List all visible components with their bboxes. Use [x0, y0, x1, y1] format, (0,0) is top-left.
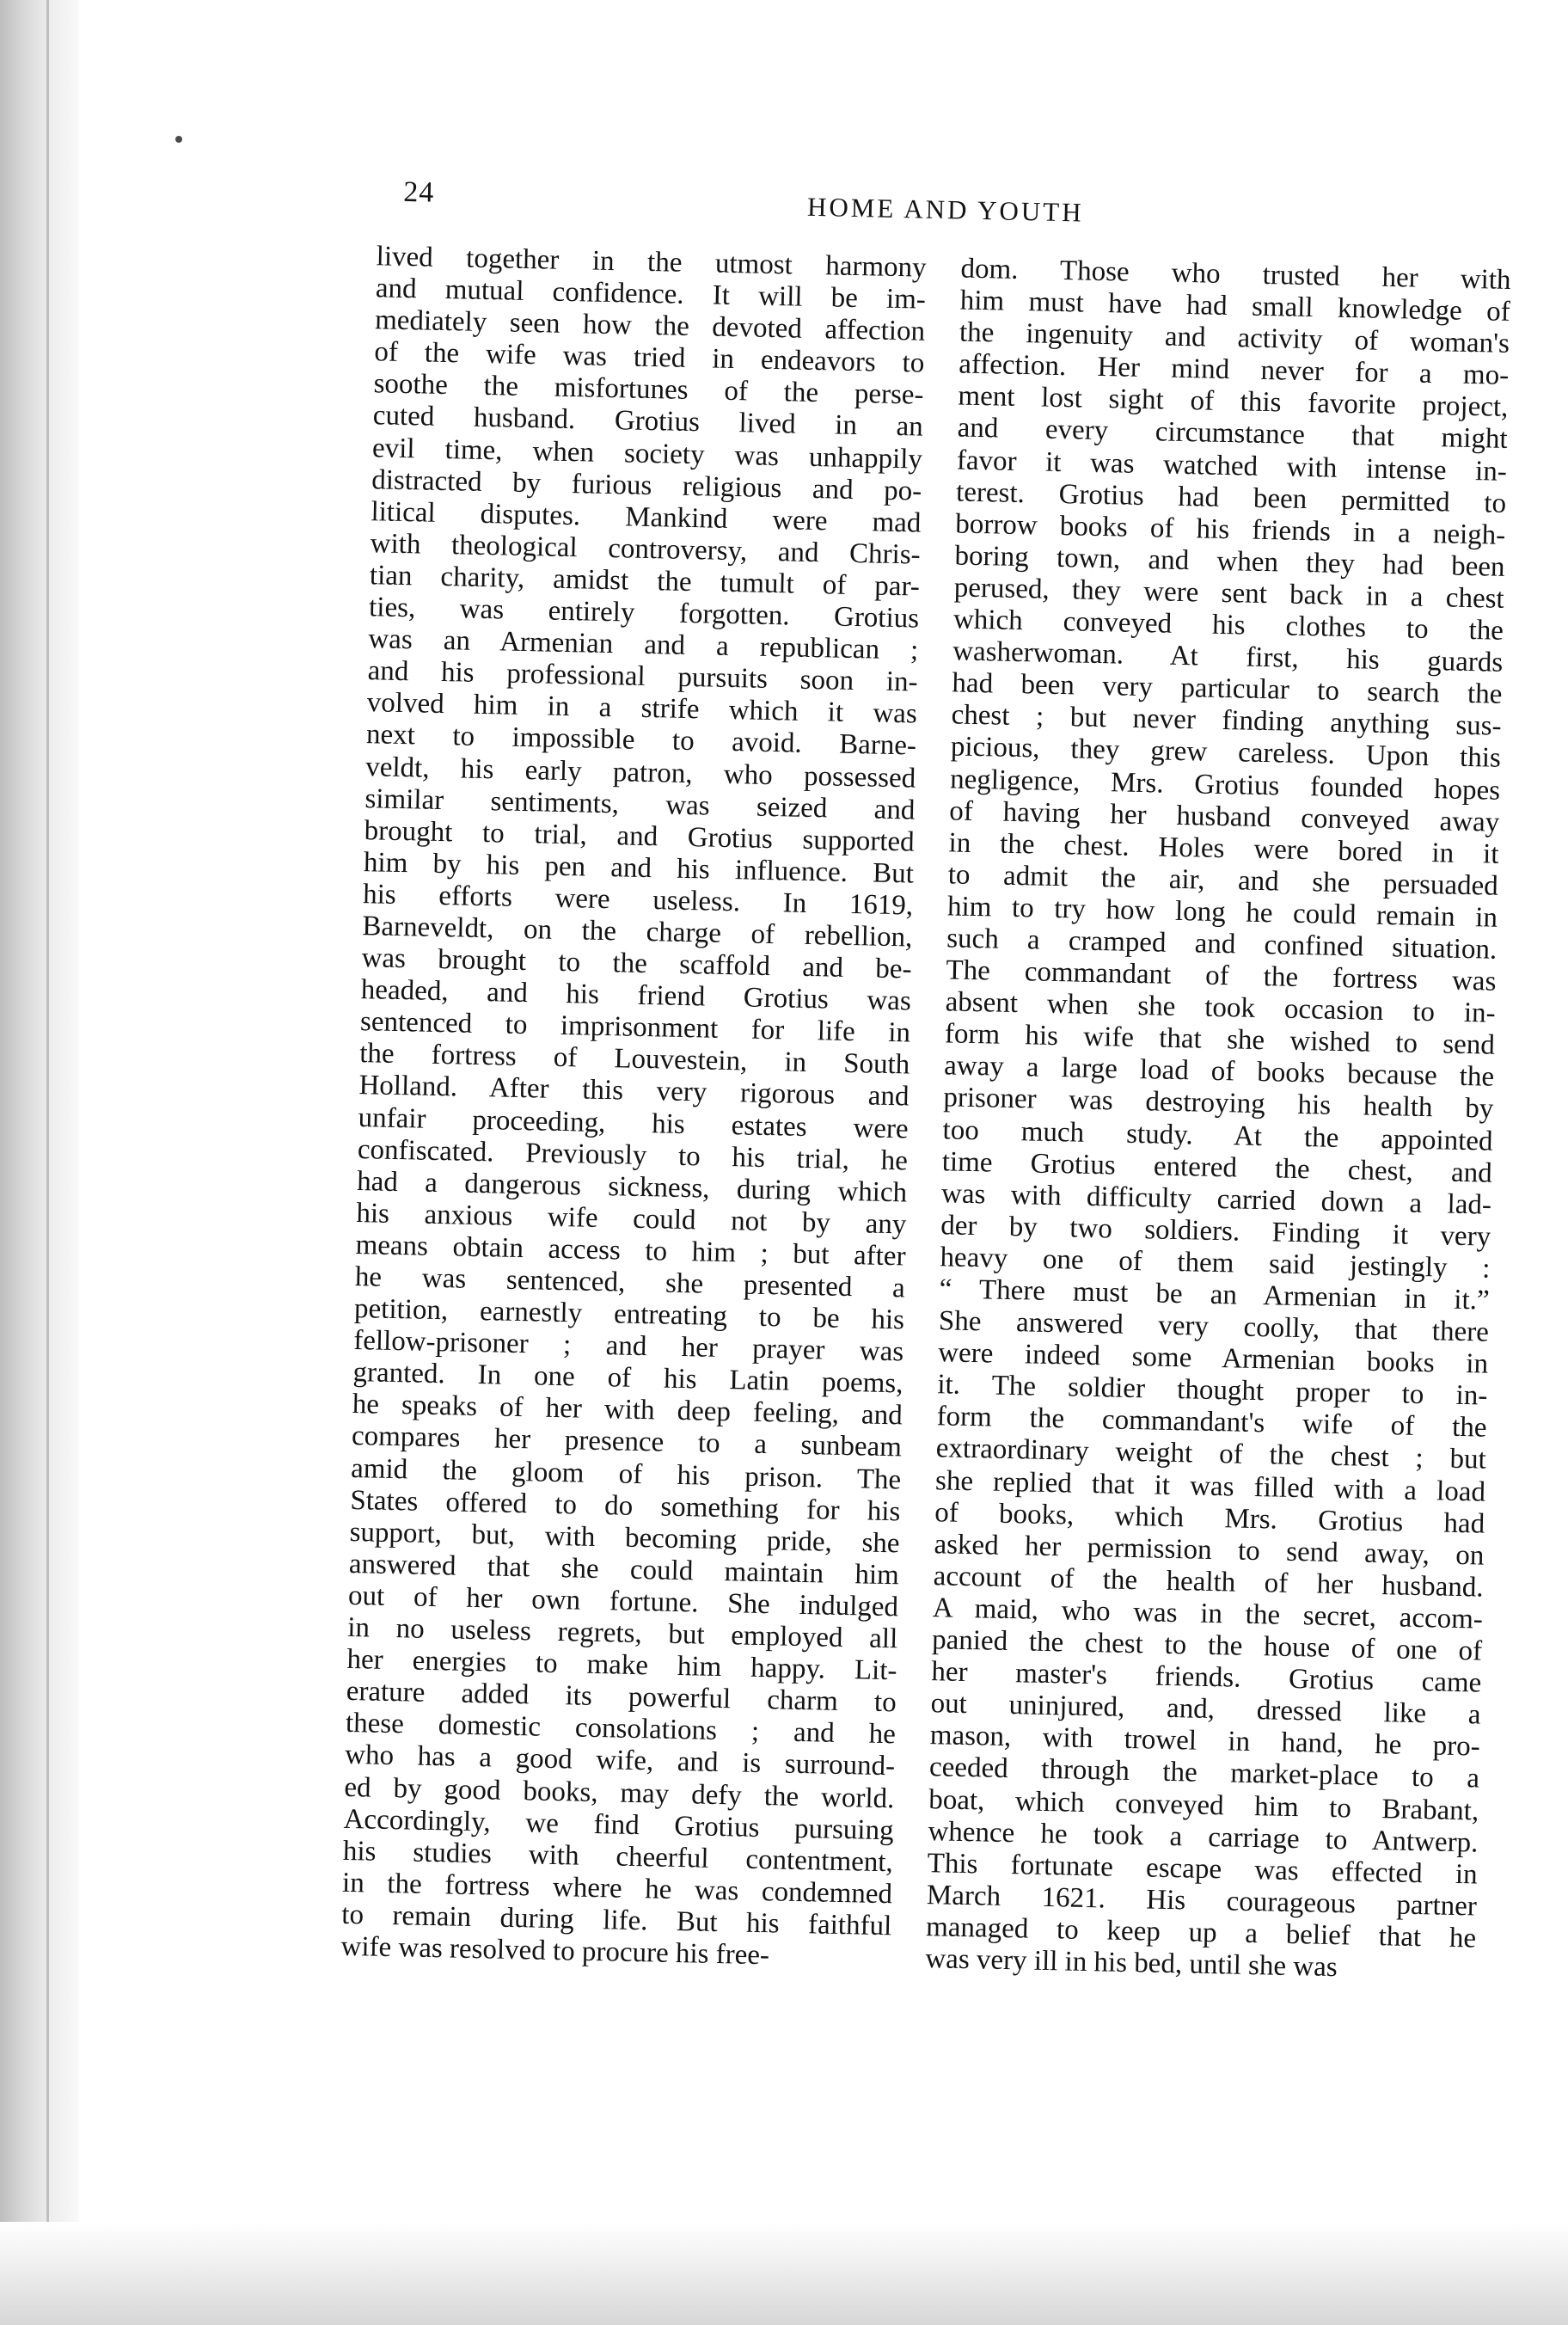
text-line: account of the health of her husband.	[933, 1561, 1484, 1604]
text-line: the fortress of Louvestein, in South	[358, 1038, 910, 1081]
text-line: her master's friends. Grotius came	[931, 1656, 1482, 1699]
text-line: similar sentiments, was seized and	[364, 782, 916, 826]
text-line: lived together in the utmost harmony	[376, 241, 927, 284]
text-line: these domestic consolations ; and he	[345, 1708, 897, 1751]
text-line: extraordinary weight of the chest ; but	[935, 1432, 1487, 1476]
text-line: with theological controversy, and Chris-	[370, 528, 922, 571]
text-line: him to try how long he could remain in	[946, 891, 1498, 934]
text-line: too much study. At the appointed	[942, 1113, 1493, 1157]
text-line: whence he took a carriage to Antwerp.	[928, 1815, 1479, 1859]
text-line: amid the gloom of his prison. The	[350, 1452, 902, 1495]
text-line: ment lost sight of this favorite project,	[958, 380, 1509, 424]
text-line: and mutual confidence. It will be im-	[375, 273, 927, 316]
text-line: of books, which Mrs. Grotius had	[934, 1496, 1485, 1540]
text-line: ceeded through the market-place to a	[928, 1751, 1480, 1794]
text-line: soothe the misfortunes of the perse-	[373, 368, 924, 412]
text-line: fellow-prisoner ; and her prayer was	[352, 1325, 904, 1368]
text-line: form his wife that she wished to send	[944, 1018, 1496, 1061]
text-line: his studies with cheerful contentment,	[342, 1835, 894, 1878]
text-line: The commandant of the fortress was	[946, 954, 1497, 997]
text-line: his efforts were useless. In 1619,	[362, 878, 914, 922]
text-line: which conveyed his clothes to the	[952, 604, 1504, 647]
text-line: granted. In one of his Latin poems,	[352, 1357, 903, 1400]
text-line: of the wife was tried in endeavors to	[374, 336, 925, 379]
text-line: asked her permission to send away, on	[934, 1528, 1485, 1572]
text-line: affection. Her mind never for a mo-	[958, 348, 1510, 392]
text-line: was brought to the scaffold and be-	[361, 942, 912, 985]
text-line: who has a good wife, and is surround-	[344, 1739, 896, 1782]
text-line: him by his pen and his influence. But	[363, 846, 915, 890]
text-line: chest ; but never finding anything sus-	[951, 699, 1502, 743]
text-line: wife was resolved to procure his free-	[340, 1930, 770, 1972]
text-line: her energies to make him happy. Lit-	[346, 1644, 897, 1687]
text-line: This fortunate escape was effected in	[927, 1847, 1479, 1891]
text-line: picious, they grew careless. Upon this	[950, 731, 1502, 775]
text-line: and his professional pursuits soon in-	[367, 655, 918, 698]
page-number: 24	[402, 175, 435, 209]
text-line: veldt, his early patron, who possessed	[364, 751, 916, 794]
text-line: volved him in a strife which it was	[366, 687, 918, 730]
text-line: out of her own fortune. She indulged	[347, 1580, 899, 1623]
text-line: and every circumstance that might	[957, 412, 1508, 456]
scan-page-edge-left	[0, 0, 79, 2325]
text-line: was with difficulty carried down a lad-	[940, 1178, 1492, 1221]
text-line: support, but, with becoming pride, she	[349, 1516, 900, 1560]
text-line: headed, and his friend Grotius was	[360, 974, 912, 1017]
text-line: compares her presence to a sunbeam	[351, 1420, 903, 1463]
text-line: absent when she took occasion to in-	[945, 986, 1496, 1029]
text-line: means obtain access to him ; but after	[355, 1229, 906, 1273]
text-line: negligence, Mrs. Grotius founded hopes	[949, 763, 1501, 807]
text-line: boring town, and when they had been	[954, 540, 1505, 583]
text-line: ties, was entirely forgotten. Grotius	[368, 592, 920, 635]
text-line: favor it was watched with intense in-	[956, 445, 1508, 488]
text-line: der by two soldiers. Finding it very	[940, 1210, 1491, 1253]
text-line: ed by good books, may defy the world.	[344, 1771, 895, 1814]
text-line: was very ill in his bed, until she was	[925, 1943, 1338, 1984]
scan-speck	[175, 136, 182, 143]
scan-binding-line	[46, 0, 49, 2325]
text-line: managed to keep up a belief that he	[925, 1911, 1477, 1954]
text-line: was an Armenian and a republican ;	[368, 623, 919, 666]
text-line: time Grotius entered the chest, and	[941, 1145, 1493, 1189]
text-column-right	[925, 254, 1511, 1987]
text-line: she replied that it was filled with a load	[934, 1464, 1486, 1508]
text-line: boat, which conveyed him to Brabant,	[928, 1783, 1479, 1827]
text-line: it. The soldier thought proper to in-	[937, 1369, 1488, 1412]
text-line: to admit the air, and she persuaded	[947, 859, 1499, 902]
text-column-left	[340, 241, 927, 1974]
text-line: litical disputes. Mankind were mad	[371, 495, 922, 539]
text-line: evil time, when society was unhappily	[371, 432, 923, 475]
text-line: mason, with trowel in hand, he pro-	[929, 1720, 1481, 1763]
text-line: She answered very coolly, that there	[938, 1305, 1490, 1348]
text-line: panied the chest to the house of one of	[931, 1624, 1483, 1667]
text-line: away a large load of books because the	[943, 1050, 1495, 1094]
text-line: next to impossible to avoid. Barne-	[365, 719, 917, 762]
text-line: States offered to do something for his	[350, 1484, 901, 1528]
text-line: were indeed some Armenian books in	[937, 1337, 1489, 1380]
text-line: his anxious wife could not by any	[356, 1197, 907, 1241]
text-line: had been very particular to search the	[952, 667, 1503, 711]
text-line: brought to trial, and Grotius supported	[364, 814, 916, 858]
text-line: erature added its powerful charm to	[346, 1676, 897, 1719]
text-line: tian charity, amidst the tumult of par-	[369, 560, 921, 603]
text-line: sentenced to imprisonment for life in	[359, 1006, 911, 1049]
text-line: prisoner was destroying his health by	[943, 1082, 1494, 1126]
text-line: A maid, who was in the secret, accom-	[932, 1592, 1484, 1635]
text-line: unfair proceeding, his estates were	[358, 1101, 910, 1144]
text-line: the ingenuity and activity of woman's	[959, 316, 1510, 360]
text-line: out uninjured, and, dressed like a	[930, 1688, 1481, 1731]
text-line: heavy one of them said jestingly :	[940, 1242, 1491, 1285]
text-line: terest. Grotius had been permitted to	[955, 476, 1507, 519]
text-line: answered that she could maintain him	[348, 1548, 900, 1592]
text-line: borrow books of his friends in a neigh-	[955, 508, 1506, 551]
text-line: mediately seen how the devoted affection	[374, 304, 926, 347]
text-line: Accordingly, we find Grotius pursuing	[343, 1803, 894, 1846]
text-line: March 1621. His courageous partner	[926, 1879, 1478, 1923]
text-line: washerwoman. At first, his guards	[952, 635, 1504, 678]
text-line: in the fortress where he was condemned	[341, 1867, 893, 1911]
scan-page-edge-bottom	[0, 2222, 1568, 2325]
text-line: confiscated. Previously to his trial, he	[357, 1133, 909, 1177]
text-line: he speaks of her with deep feeling, and	[352, 1389, 903, 1432]
text-line: Barneveldt, on the charge of rebellion,	[362, 911, 913, 954]
text-line: such a cramped and confined situation.	[946, 923, 1498, 966]
text-line: dom. Those who trusted her with	[960, 253, 1511, 296]
text-line: had a dangerous sickness, during which	[356, 1165, 908, 1209]
text-line: him must have had small knowledge of	[959, 285, 1511, 328]
text-line: to remain during life. But his faithful	[340, 1899, 892, 1942]
text-line: “ There must be an Armenian in it.”	[939, 1273, 1490, 1316]
text-line: distracted by furious religious and po-	[371, 463, 922, 507]
text-line: perused, they were sent back in a chest	[953, 572, 1505, 615]
text-line: petition, earnestly entreating to be his	[353, 1293, 905, 1336]
text-line: of having her husband conveyed away	[949, 794, 1500, 838]
text-line: in the chest. Holes were bored in it	[948, 827, 1499, 870]
text-line: he was sentenced, she presented a	[354, 1261, 906, 1304]
text-line: in no useless regrets, but employed all	[346, 1611, 898, 1655]
scanned-page	[242, 163, 1511, 2209]
running-head: HOME AND YOUTH	[806, 191, 1084, 228]
text-line: form the commandant's wife of the	[936, 1401, 1487, 1445]
text-line: cuted husband. Grotius lived in an	[372, 400, 924, 444]
text-line: Holland. After this very rigorous and	[358, 1070, 910, 1113]
